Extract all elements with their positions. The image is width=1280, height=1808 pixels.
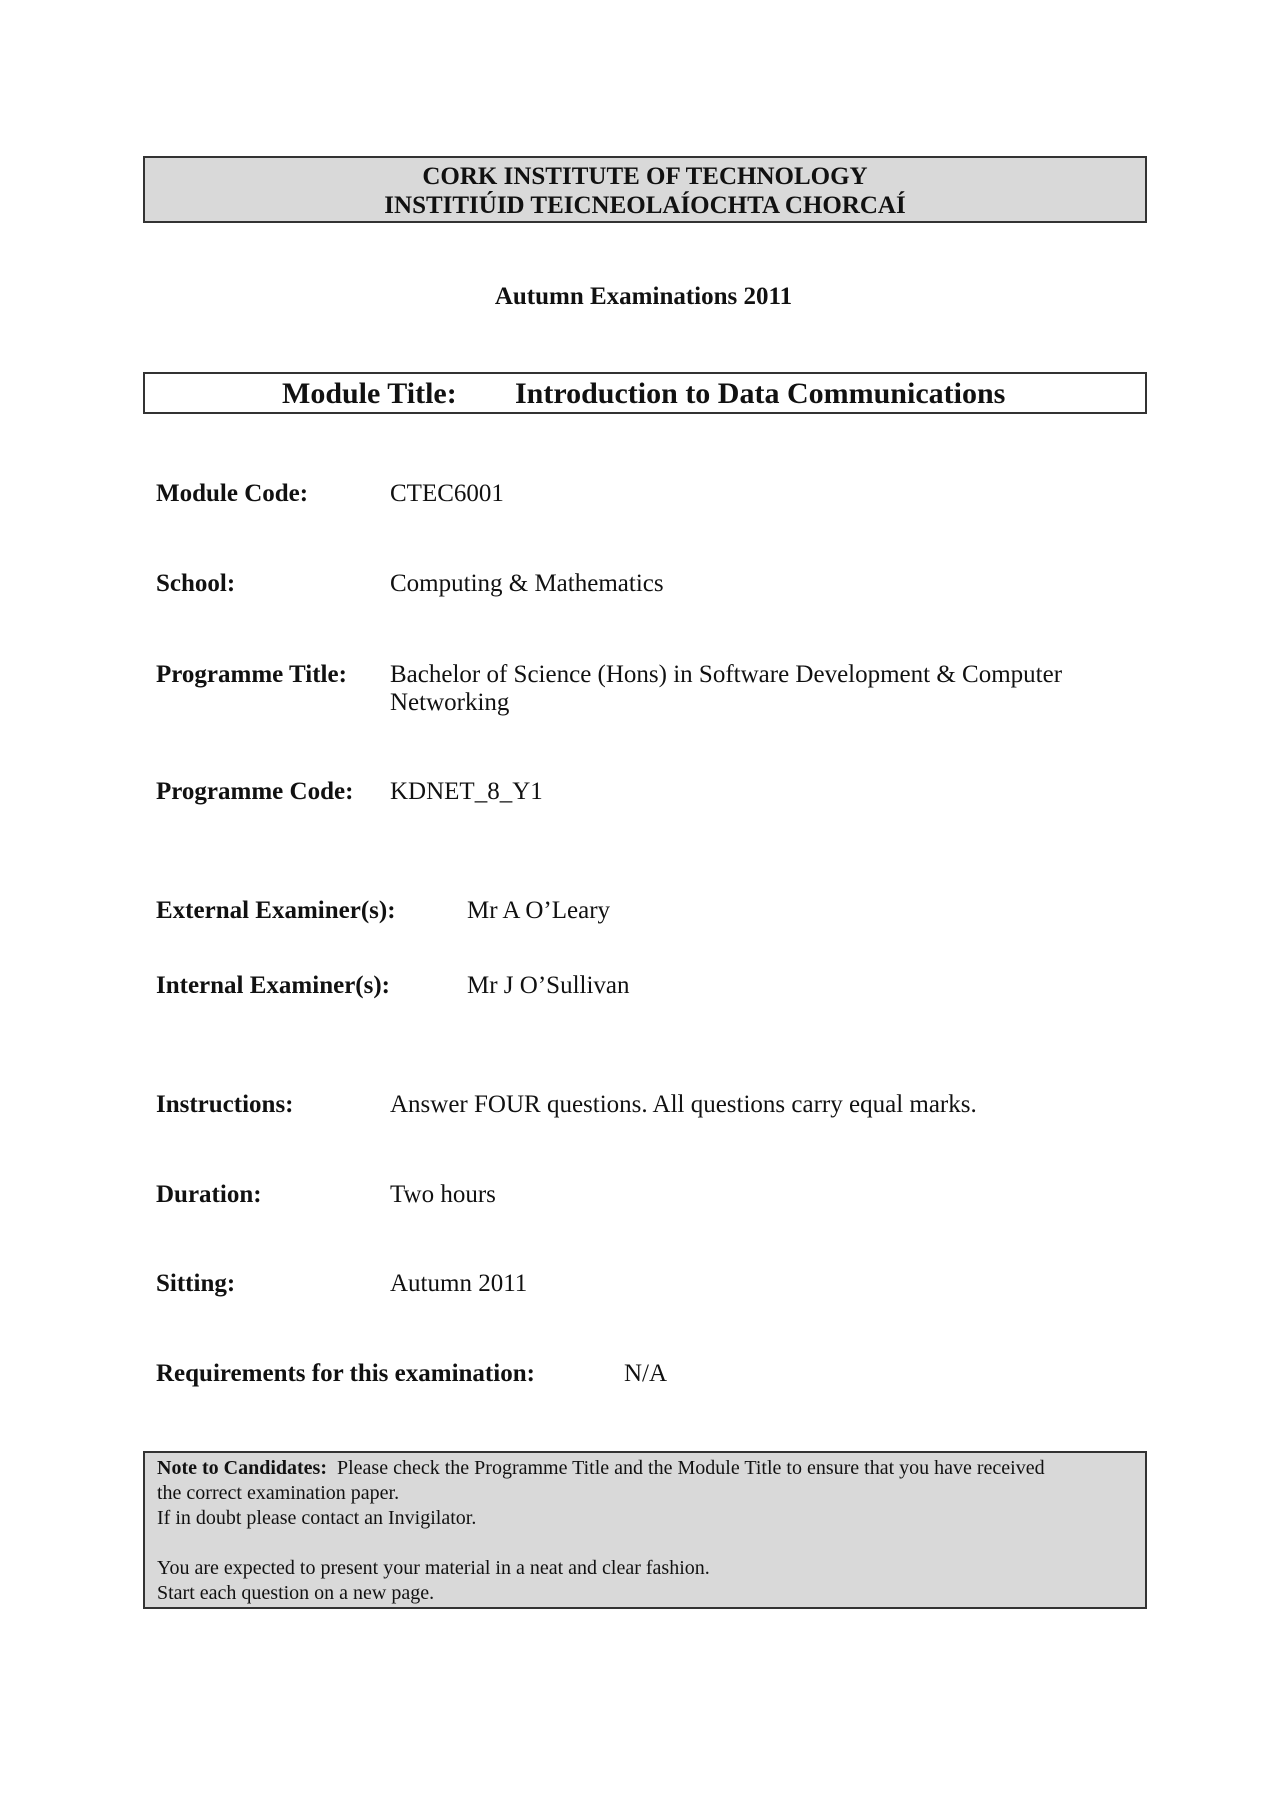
institution-name-irish: INSTITIÚID TEICNEOLAÍOCHTA CHORCAÍ — [384, 192, 906, 219]
note-line-2: the correct examination paper. — [157, 1482, 400, 1504]
institution-name-english: CORK INSTITUTE OF TECHNOLOGY — [422, 163, 868, 190]
instructions-label: Instructions: — [156, 1091, 294, 1118]
external-examiners-label: External Examiner(s): — [156, 897, 396, 924]
module-code-label: Module Code: — [156, 480, 309, 507]
instructions-value: Answer FOUR questions. All questions carry equal marks. — [390, 1091, 977, 1118]
note-gap — [157, 1531, 1133, 1556]
sitting-label: Sitting: — [156, 1270, 236, 1297]
sitting-value: Autumn 2011 — [390, 1270, 528, 1297]
institution-header — [143, 156, 1147, 223]
programme-code-value: KDNET_8_Y1 — [390, 778, 543, 805]
note-line-3: If in doubt please contact an Invigilator. — [157, 1507, 477, 1529]
programme-code-label: Programme Code: — [156, 778, 354, 805]
note-line-4: You are expected to present your material in a neat and clear fashion. — [157, 1557, 710, 1579]
requirements-label: Requirements for this examination: — [156, 1360, 535, 1387]
note-to-candidates-box — [143, 1451, 1147, 1609]
duration-label: Duration: — [156, 1181, 262, 1208]
note-text-1: Please check the Programme Title and the Module Title to ensure that you have received — [337, 1457, 1045, 1479]
module-code-value: CTEC6001 — [390, 480, 504, 507]
school-value: Computing & Mathematics — [390, 570, 664, 597]
note-line-5: Start each question on a new page. — [157, 1582, 435, 1604]
note-label: Note to Candidates: — [157, 1457, 327, 1479]
school-label: School: — [156, 570, 236, 597]
external-examiners-value: Mr A O’Leary — [467, 897, 611, 924]
internal-examiners-label: Internal Examiner(s): — [156, 972, 390, 999]
note-line-1 — [157, 1456, 1133, 1481]
requirements-value: N/A — [624, 1360, 668, 1387]
duration-value: Two hours — [390, 1181, 496, 1208]
internal-examiners-value: Mr J O’Sullivan — [467, 972, 630, 999]
programme-title-value-line2: Networking — [390, 689, 510, 716]
exam-session-title: Autumn Examinations 2011 — [494, 283, 793, 310]
programme-title-label: Programme Title: — [156, 661, 347, 688]
module-title-label: Module Title: — [282, 377, 457, 410]
module-title-box — [143, 372, 1147, 414]
module-title-value: Introduction to Data Communications — [515, 377, 1006, 410]
programme-title-value-line1: Bachelor of Science (Hons) in Software Development & Computer — [390, 661, 1063, 688]
